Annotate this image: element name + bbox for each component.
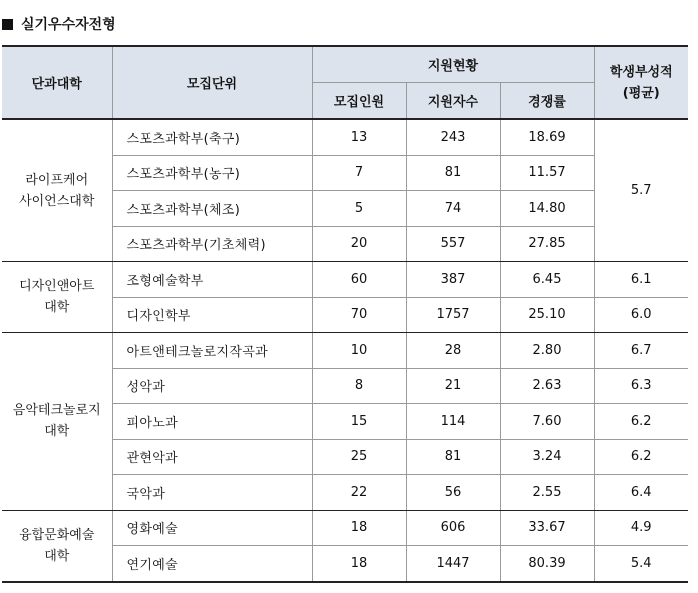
section-title	[2, 12, 116, 36]
admission-table	[2, 45, 688, 583]
unit-cell: 영화예술	[112, 510, 312, 546]
header-applicants: 지원자수	[406, 83, 500, 120]
college-name: 디자인앤아트 대학	[19, 279, 95, 315]
applicants-cell: 21	[406, 368, 500, 404]
quota-cell: 13	[312, 119, 406, 155]
ratio-cell: 6.45	[500, 262, 594, 298]
unit-cell: 국악과	[112, 475, 312, 511]
header-grade-text: 학생부성적 (평균)	[609, 64, 673, 101]
table-row	[2, 119, 688, 155]
ratio-cell: 2.63	[500, 368, 594, 404]
header-college: 단과대학	[2, 46, 112, 119]
table-header	[2, 46, 688, 119]
applicants-cell: 387	[406, 262, 500, 298]
applicants-cell: 243	[406, 119, 500, 155]
ratio-cell: 25.10	[500, 297, 594, 333]
header-quota: 모집인원	[312, 83, 406, 120]
grade-cell: 6.3	[594, 368, 688, 404]
applicants-cell: 28	[406, 333, 500, 369]
grade-cell: 5.4	[594, 546, 688, 582]
header-unit: 모집단위	[112, 46, 312, 119]
grade-cell: 4.9	[594, 510, 688, 546]
college-cell	[2, 510, 112, 582]
quota-cell: 5	[312, 191, 406, 227]
header-grade	[594, 46, 688, 119]
unit-cell: 스포츠과학부(기초체력)	[112, 226, 312, 262]
unit-cell: 연기예술	[112, 546, 312, 582]
grade-cell: 6.2	[594, 439, 688, 475]
applicants-cell: 114	[406, 404, 500, 440]
ratio-cell: 33.67	[500, 510, 594, 546]
quota-cell: 10	[312, 333, 406, 369]
college-cell	[2, 333, 112, 511]
applicants-cell: 81	[406, 439, 500, 475]
quota-cell: 18	[312, 510, 406, 546]
applicants-cell: 606	[406, 510, 500, 546]
unit-cell: 조형예술학부	[112, 262, 312, 298]
grade-cell: 6.1	[594, 262, 688, 298]
square-bullet-icon	[2, 19, 13, 30]
section-title-text: 실기우수자전형	[21, 17, 116, 33]
table-body	[2, 119, 688, 582]
unit-cell: 디자인학부	[112, 297, 312, 333]
quota-cell: 20	[312, 226, 406, 262]
table-row	[2, 510, 688, 546]
grade-cell: 6.0	[594, 297, 688, 333]
college-name: 음악테크놀로지 대학	[12, 403, 101, 440]
table-row	[2, 262, 688, 298]
ratio-cell: 11.57	[500, 155, 594, 191]
quota-cell: 60	[312, 262, 406, 298]
quota-cell: 22	[312, 475, 406, 511]
applicants-cell: 1757	[406, 297, 500, 333]
applicants-cell: 56	[406, 475, 500, 511]
ratio-cell: 7.60	[500, 404, 594, 440]
applicants-cell: 81	[406, 155, 500, 191]
quota-cell: 15	[312, 404, 406, 440]
applicants-cell: 74	[406, 191, 500, 227]
ratio-cell: 14.80	[500, 191, 594, 227]
table-row	[2, 333, 688, 369]
grade-cell: 5.7	[594, 119, 688, 262]
grade-cell: 6.7	[594, 333, 688, 369]
unit-cell: 성악과	[112, 368, 312, 404]
ratio-cell: 2.55	[500, 475, 594, 511]
ratio-cell: 18.69	[500, 119, 594, 155]
unit-cell: 스포츠과학부(농구)	[112, 155, 312, 191]
ratio-cell: 27.85	[500, 226, 594, 262]
grade-cell: 6.4	[594, 475, 688, 511]
quota-cell: 70	[312, 297, 406, 333]
college-name: 융합문화예술 대학	[19, 527, 95, 564]
college-name: 라이프케어 사이언스대학	[19, 172, 95, 209]
college-cell	[2, 119, 112, 262]
unit-cell: 아트앤테크놀로지작곡과	[112, 333, 312, 369]
unit-cell: 스포츠과학부(체조)	[112, 191, 312, 227]
applicants-cell: 1447	[406, 546, 500, 582]
ratio-cell: 3.24	[500, 439, 594, 475]
unit-cell: 스포츠과학부(축구)	[112, 119, 312, 155]
grade-cell: 6.2	[594, 404, 688, 440]
quota-cell: 8	[312, 368, 406, 404]
header-ratio: 경쟁률	[500, 83, 594, 120]
college-cell	[2, 262, 112, 333]
quota-cell: 18	[312, 546, 406, 582]
unit-cell: 관현악과	[112, 439, 312, 475]
quota-cell: 25	[312, 439, 406, 475]
ratio-cell: 2.80	[500, 333, 594, 369]
unit-cell: 피아노과	[112, 404, 312, 440]
applicants-cell: 557	[406, 226, 500, 262]
header-status: 지원현황	[312, 46, 594, 83]
quota-cell: 7	[312, 155, 406, 191]
ratio-cell: 80.39	[500, 546, 594, 582]
